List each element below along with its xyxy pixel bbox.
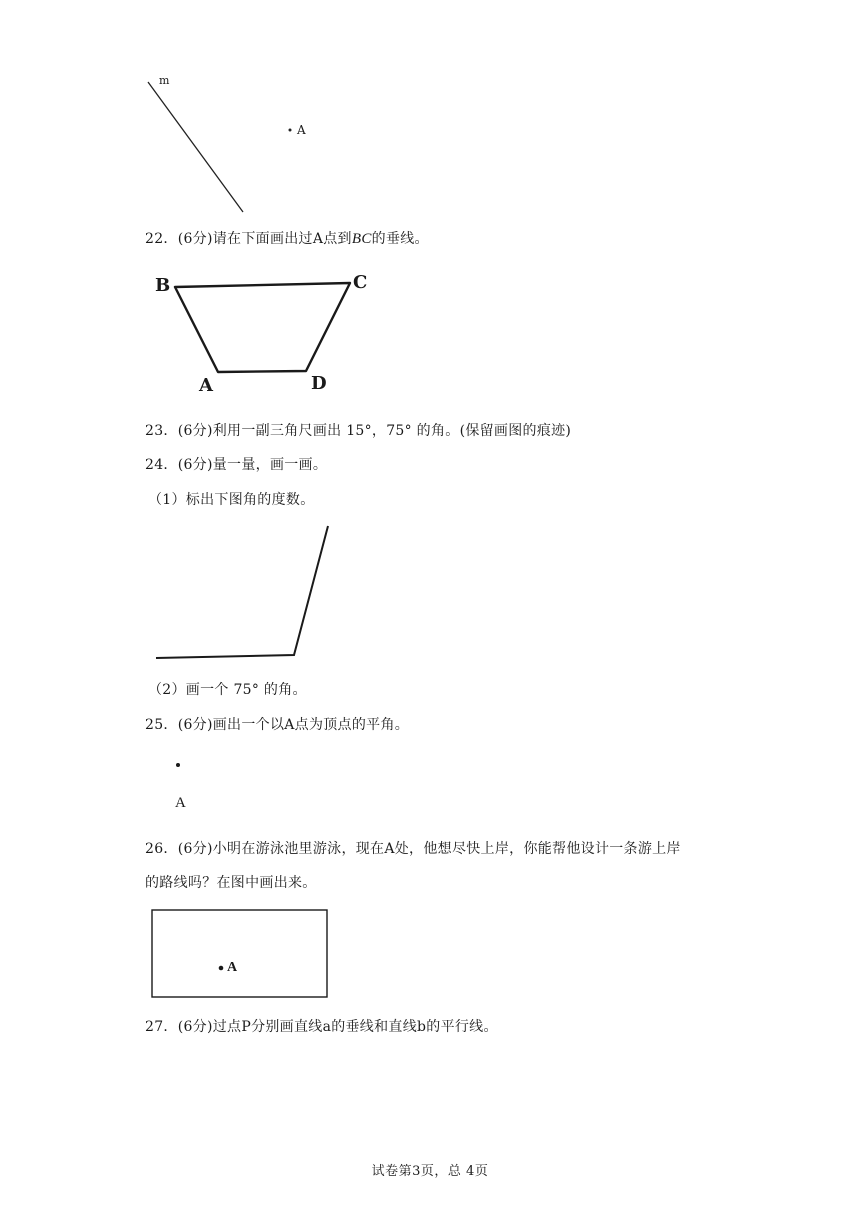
- point-a-label-pool: A: [227, 960, 238, 975]
- point-a-label-q25: A: [175, 795, 186, 811]
- question-22: [145, 229, 429, 249]
- point-a-dot-pool: [219, 966, 224, 971]
- question-27: 27．(6分)过点P分别画直线a的垂线和直线b的平行线。: [145, 1019, 498, 1035]
- vertex-b-label: B: [155, 275, 171, 296]
- question-25: 25．(6分)画出一个以A点为顶点的平角。: [145, 717, 410, 733]
- question-23: 23．(6分)利用一副三角尺画出 15°，75° 的角。(保留画图的痕迹): [145, 423, 572, 439]
- point-a-dot-fig1: [289, 129, 292, 132]
- question-24-sub2: （2）画一个 75° 的角。: [148, 682, 307, 698]
- question-24-sub1: （1）标出下图角的度数。: [148, 492, 315, 508]
- vertex-a-label: A: [199, 375, 213, 396]
- line-m: [148, 82, 243, 212]
- page-footer: 试卷第3页，总 4页: [371, 1164, 489, 1179]
- point-a-dot-q25: [176, 763, 180, 767]
- pool-rectangle: [152, 910, 327, 997]
- line-m-label: m: [159, 74, 170, 87]
- question-22-math: BC: [351, 231, 372, 247]
- vertex-c-label: C: [353, 272, 368, 293]
- question-22-text: 22．(6分)请在下面画出过A点到: [145, 231, 352, 247]
- point-a-label-fig1: A: [297, 123, 306, 137]
- question-26-line2: 的路线吗？在图中画出来。: [145, 875, 317, 891]
- question-22-tail: 的垂线。: [371, 231, 429, 247]
- vertex-d-label: D: [311, 373, 327, 394]
- trapezoid-abcd: [175, 283, 350, 372]
- question-26-line1: 26．(6分)小明在游泳池里游泳，现在A处，他想尽快上岸，你能帮他设计一条游上岸: [145, 841, 681, 857]
- angle-figure: [156, 526, 328, 658]
- question-24: 24．(6分)量一量，画一画。: [145, 457, 328, 473]
